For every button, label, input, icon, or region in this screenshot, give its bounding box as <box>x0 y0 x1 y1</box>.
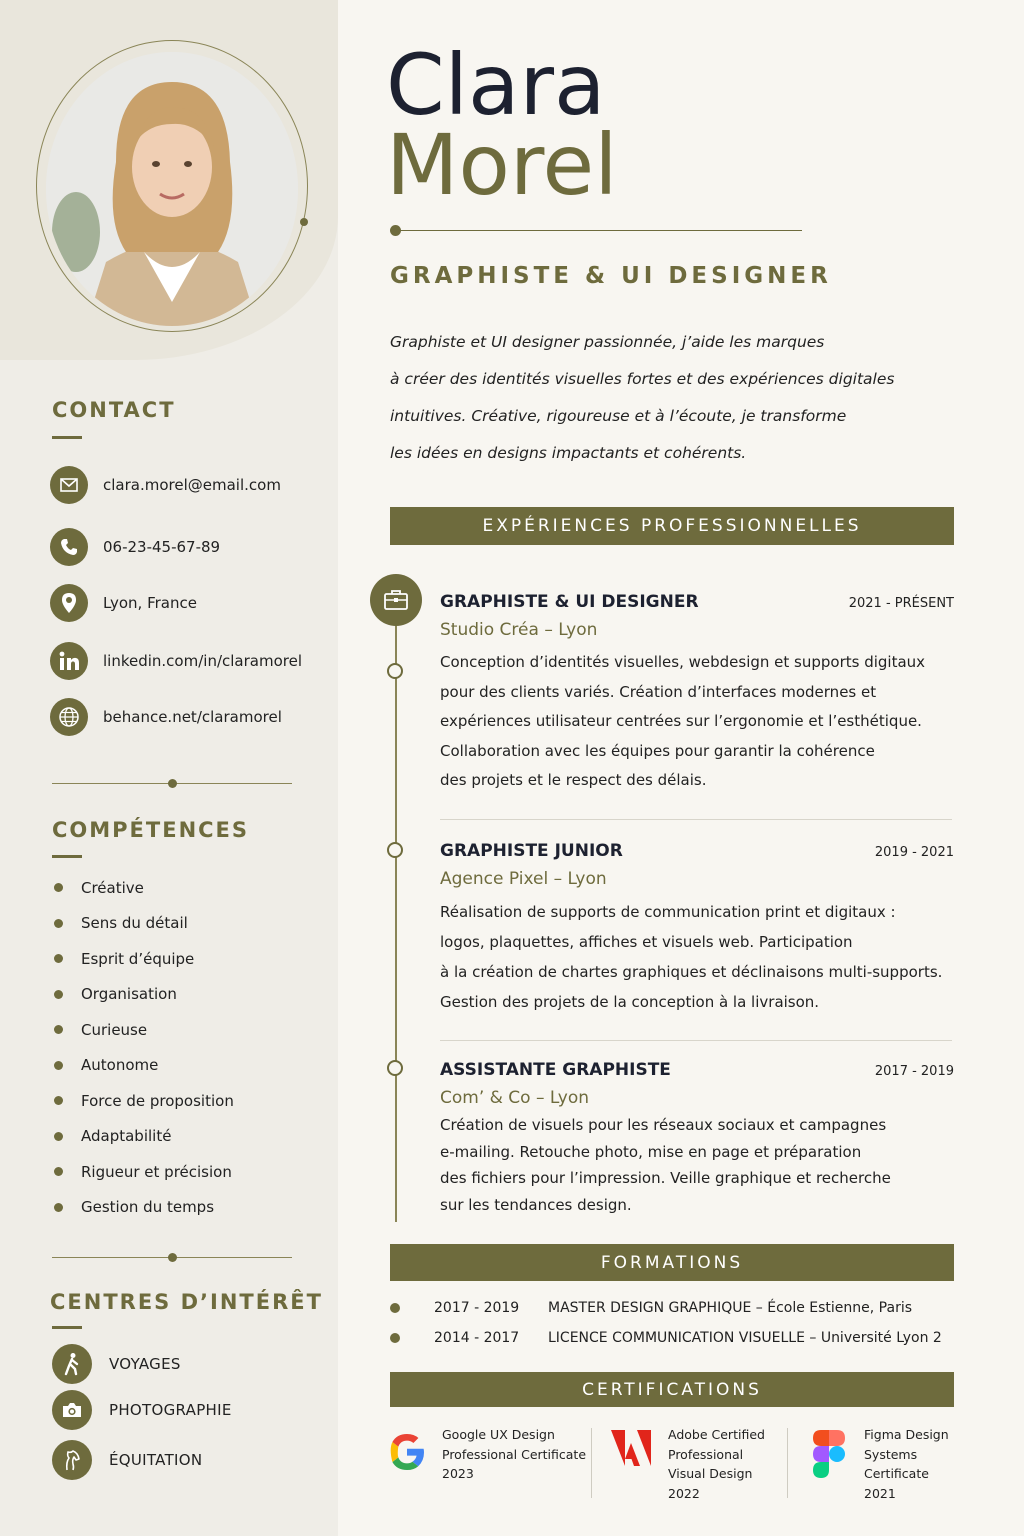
summary-line: Graphiste et UI designer passionnée, j’aide les marques <box>390 333 825 351</box>
contact-location <box>50 584 197 622</box>
skill-item: Sens du détail <box>52 906 234 942</box>
timeline-node-icon <box>387 842 403 858</box>
camera-icon <box>52 1390 92 1430</box>
hiking-icon <box>52 1344 92 1384</box>
linkedin-icon <box>50 642 88 680</box>
summary-line: à créer des identités visuelles fortes et des expériences digitales <box>390 370 895 388</box>
interest-travel <box>52 1344 181 1384</box>
experience-description: Création de visuels pour les réseaux sociaux et campagnes e-mailing. Retouche photo, mise en page et préparation des fichiers pour l’impression. Veille graphique et recherche sur les tendances design. <box>440 1116 891 1214</box>
contact-heading: CONTACT <box>52 398 176 422</box>
skill-item: Force de proposition <box>52 1083 234 1119</box>
bullet-icon <box>54 1025 63 1034</box>
interest-riding-text: ÉQUITATION <box>109 1451 203 1469</box>
certification-text: Adobe Certified Professional Visual Design 2022 <box>668 1427 765 1501</box>
skills-underline <box>52 855 82 858</box>
sidebar <box>0 0 338 1536</box>
experience-company: Agence Pixel – Lyon <box>440 869 607 889</box>
profile-summary <box>390 324 950 472</box>
bullet-icon <box>54 1167 63 1176</box>
first-name: Clara <box>386 36 606 134</box>
certification-item <box>610 1425 765 1503</box>
certification-separator <box>591 1428 592 1498</box>
figma-logo-icon <box>812 1429 846 1483</box>
timeline-node-icon <box>387 663 403 679</box>
skill-item: Rigueur et précision <box>52 1154 234 1190</box>
bullet-icon <box>54 883 63 892</box>
interest-photography <box>52 1390 232 1430</box>
experience-description: Conception d’identités visuelles, webdesign et supports digitaux pour des clients variés. Création d’interfaces modernes et expériences utilisateur centrées sur l’ergonomie et l’esthétique. Collaboration avec les équipes pour garantir la cohérence des projets et le respect des délais. <box>440 653 926 789</box>
contact-location-text: Lyon, France <box>103 594 197 612</box>
location-pin-icon <box>50 584 88 622</box>
contact-linkedin[interactable] <box>50 642 302 680</box>
skill-item: Curieuse <box>52 1012 234 1048</box>
bullet-icon <box>54 1096 63 1105</box>
interests-underline <box>52 1326 82 1329</box>
formation-text: LICENCE COMMUNICATION VISUELLE – Université Lyon 2 <box>548 1330 942 1346</box>
bullet-icon <box>54 1132 63 1141</box>
skill-item: Créative <box>52 870 234 906</box>
interest-travel-text: VOYAGES <box>109 1355 181 1373</box>
contact-linkedin-text: linkedin.com/in/claramorel <box>103 652 302 670</box>
name-divider-dot <box>390 225 401 236</box>
google-logo-icon <box>386 1431 428 1477</box>
interest-riding <box>52 1440 202 1480</box>
experience-date: 2021 - PRÉSENT <box>848 596 954 611</box>
briefcase-icon <box>370 574 422 626</box>
skill-item: Gestion du temps <box>52 1190 234 1226</box>
certification-item <box>386 1425 586 1484</box>
adobe-logo-icon <box>610 1429 652 1471</box>
sidebar-divider-dot-1 <box>168 779 177 788</box>
skill-item: Organisation <box>52 977 234 1013</box>
experience-description: Réalisation de supports de communication print et digitaux : logos, plaquettes, affiches et visuels web. Participation à la création de chartes graphiques et déclinaisons multi-supports. Gestion des projets de la conception à la livraison. <box>440 903 943 1011</box>
certification-item <box>812 1425 949 1503</box>
contact-phone-text: 06-23-45-67-89 <box>103 538 221 556</box>
contact-underline <box>52 436 82 439</box>
contact-email[interactable] <box>50 466 281 504</box>
contact-phone[interactable] <box>50 528 220 566</box>
skills-heading: COMPÉTENCES <box>52 818 250 842</box>
profile-photo <box>46 52 298 326</box>
skill-item: Adaptabilité <box>52 1119 234 1155</box>
experience-item <box>440 592 954 796</box>
horse-icon <box>52 1440 92 1480</box>
interests-heading: CENTRES D’INTÉRÊT <box>50 1290 323 1314</box>
formation-years: 2017 - 2019 <box>434 1300 520 1316</box>
timeline-line <box>395 620 397 1222</box>
formation-years: 2014 - 2017 <box>434 1330 520 1346</box>
certification-text: Google UX Design Professional Certificate 2023 <box>442 1427 587 1481</box>
experience-date: 2017 - 2019 <box>874 1064 954 1079</box>
experience-heading: EXPÉRIENCES PROFESSIONNELLES <box>390 507 954 545</box>
job-title: GRAPHISTE & UI DESIGNER <box>390 263 832 289</box>
envelope-icon <box>50 466 88 504</box>
phone-icon <box>50 528 88 566</box>
certification-text: Figma Design Systems Certificate 2021 <box>864 1427 949 1501</box>
formation-text: MASTER DESIGN GRAPHIQUE – École Estienne, Paris <box>548 1300 913 1316</box>
experience-company: Studio Créa – Lyon <box>440 620 598 640</box>
skills-list <box>52 870 234 1225</box>
last-name: Morel <box>386 116 618 214</box>
certification-separator <box>787 1428 788 1498</box>
certifications-heading: CERTIFICATIONS <box>390 1372 954 1407</box>
bullet-icon <box>390 1303 400 1313</box>
bullet-icon <box>54 1203 63 1212</box>
sidebar-divider-dot-2 <box>168 1253 177 1262</box>
experience-company: Com’ & Co – Lyon <box>440 1088 590 1108</box>
skill-item: Autonome <box>52 1048 234 1084</box>
experience-role: GRAPHISTE & UI DESIGNER <box>440 592 699 612</box>
summary-line: les idées en designs impactants et cohérents. <box>390 444 747 462</box>
contact-behance[interactable] <box>50 698 282 736</box>
formations-heading: FORMATIONS <box>390 1244 954 1281</box>
interest-photography-text: PHOTOGRAPHIE <box>109 1401 232 1419</box>
name-divider-line <box>392 230 802 231</box>
experience-role: ASSISTANTE GRAPHISTE <box>440 1060 671 1080</box>
summary-line: intuitives. Créative, rigoureuse et à l’écoute, je transforme <box>390 407 847 425</box>
contact-behance-text: behance.net/claramorel <box>103 708 282 726</box>
bullet-icon <box>54 1061 63 1070</box>
bullet-icon <box>54 990 63 999</box>
formation-item <box>390 1330 942 1346</box>
experience-role: GRAPHISTE JUNIOR <box>440 841 623 861</box>
globe-icon <box>50 698 88 736</box>
experience-item <box>440 1060 954 1218</box>
timeline-node-icon <box>387 1060 403 1076</box>
bullet-icon <box>54 919 63 928</box>
skill-item: Esprit d’équipe <box>52 941 234 977</box>
contact-email-text: clara.morel@email.com <box>103 476 281 494</box>
experience-item <box>440 841 954 1017</box>
photo-frame-dot <box>300 218 308 226</box>
experience-date: 2019 - 2021 <box>874 845 954 860</box>
formation-item <box>390 1300 912 1316</box>
experience-separator <box>440 819 952 820</box>
experience-separator <box>440 1040 952 1041</box>
bullet-icon <box>390 1333 400 1343</box>
bullet-icon <box>54 954 63 963</box>
